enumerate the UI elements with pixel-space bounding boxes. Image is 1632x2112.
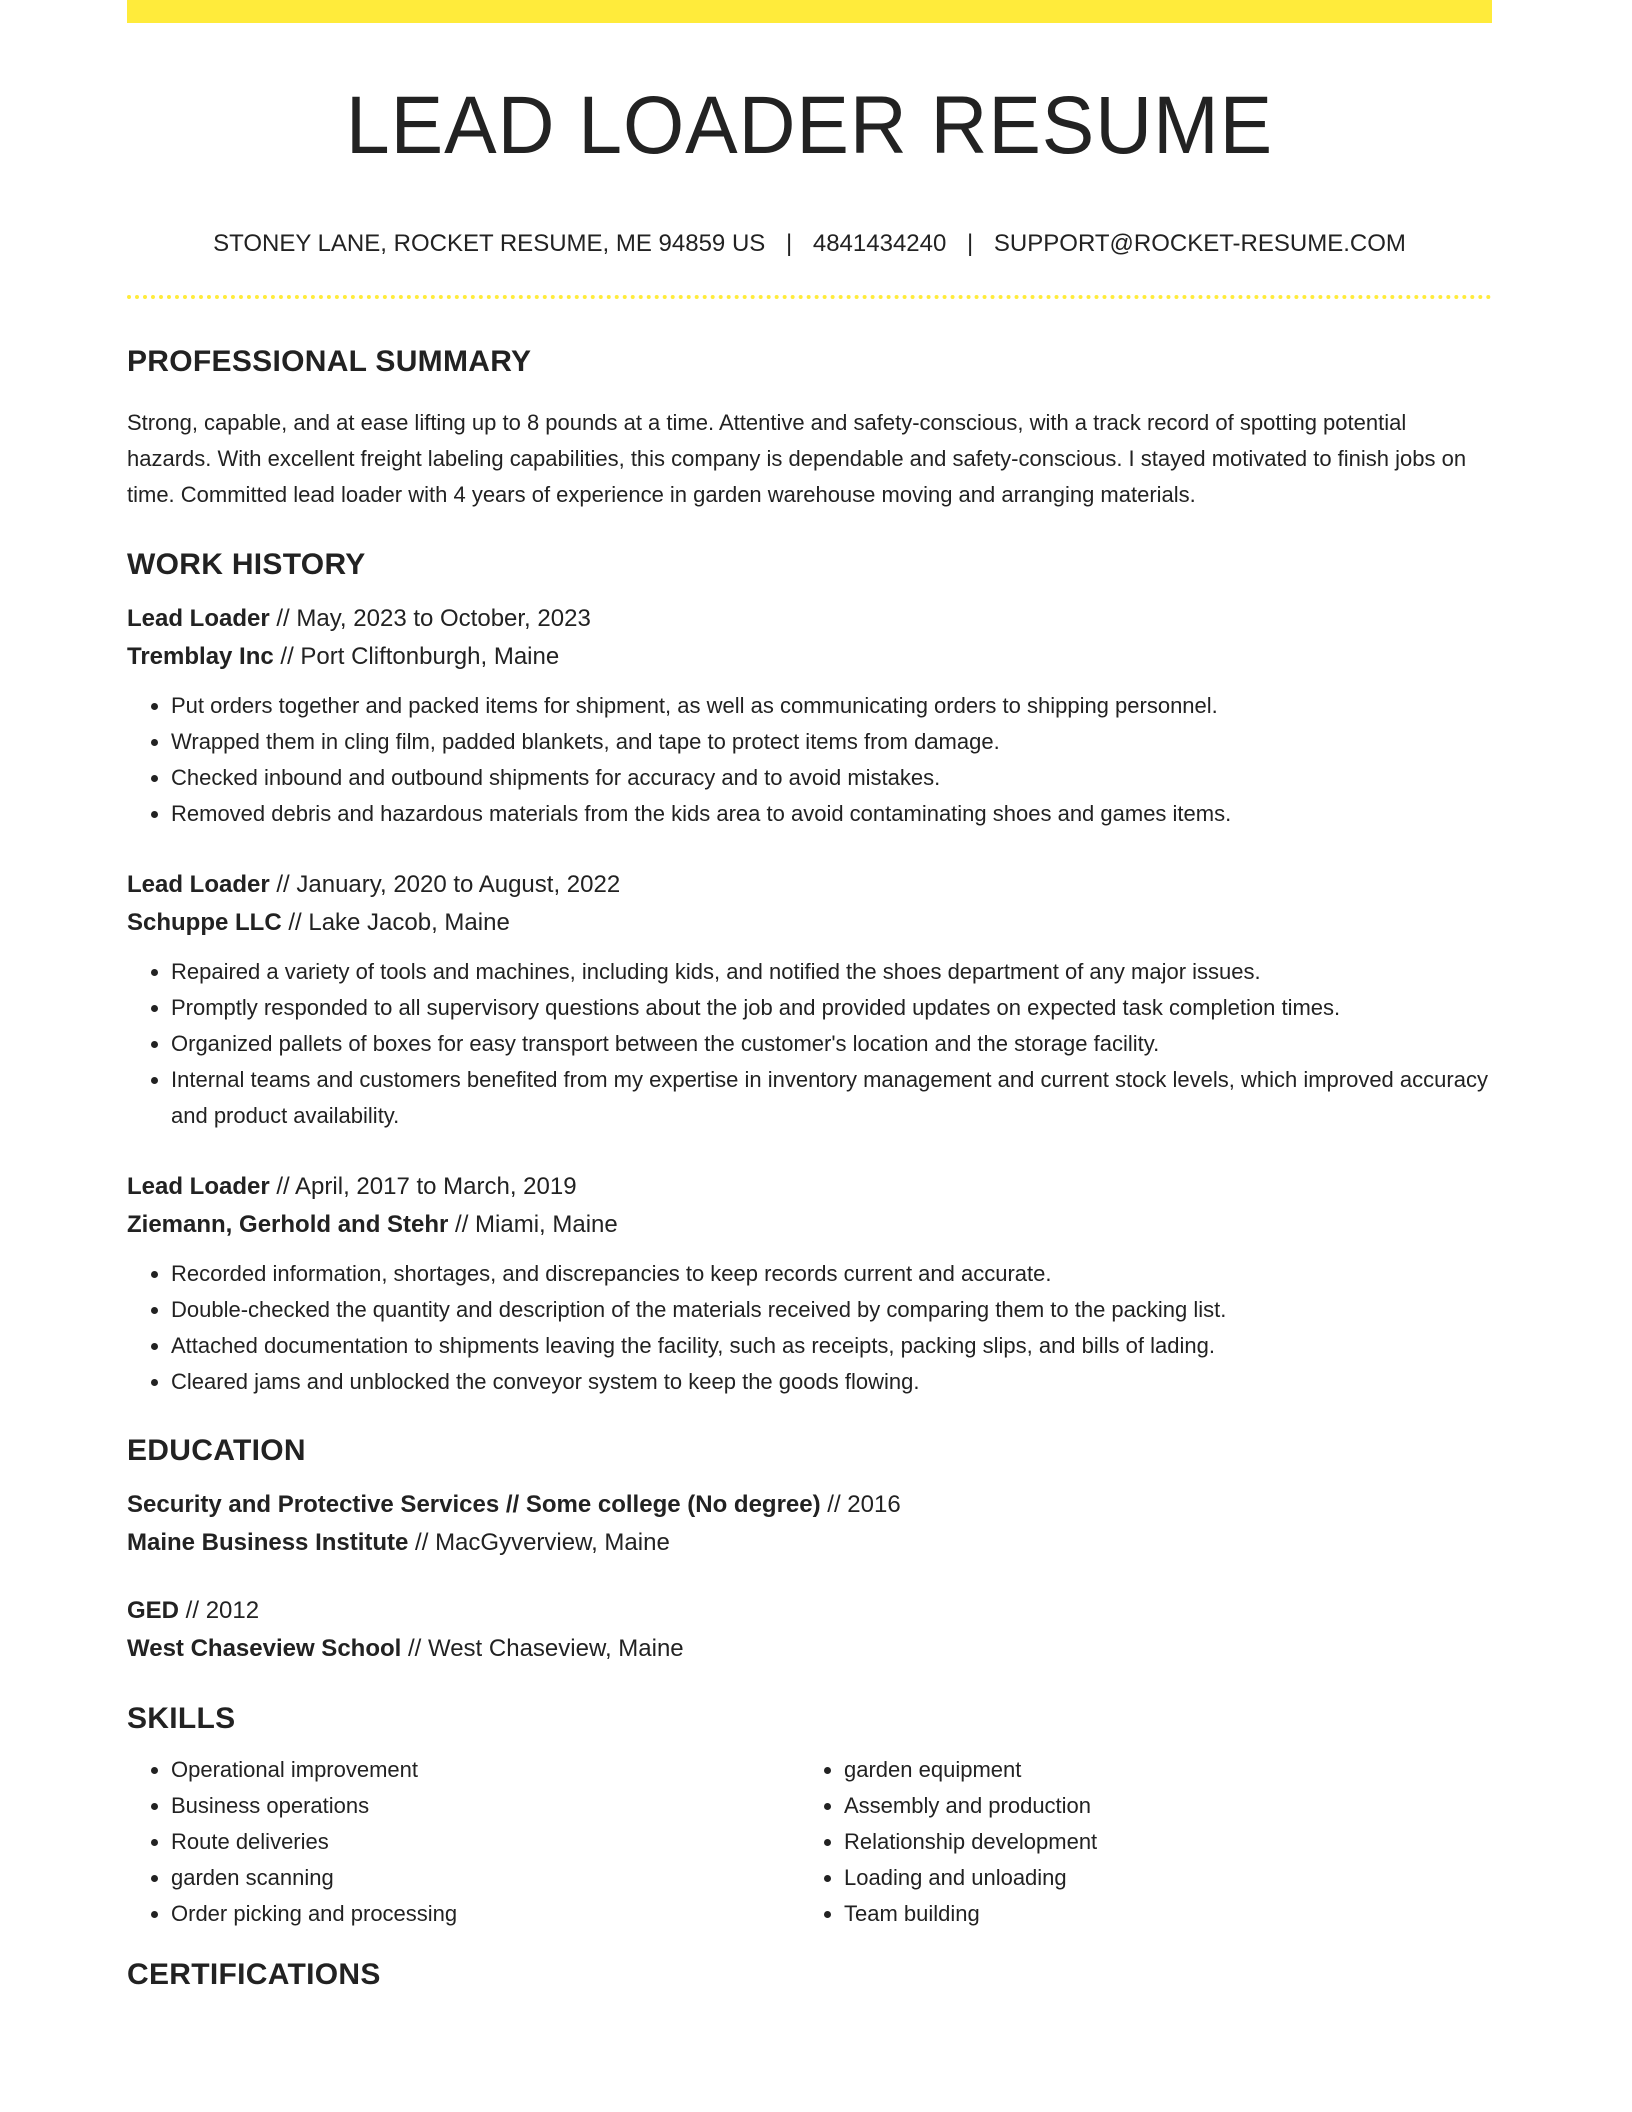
job-bullet: • Double-checked the quantity and description of the materials received by comparing them to the packing list. xyxy=(171,1292,1492,1328)
contact-separator: | xyxy=(785,230,793,257)
job-bullets xyxy=(127,688,1492,832)
job-bullet: • Promptly responded to all supervisory questions about the job and provided updates on expected task completion times. xyxy=(171,990,1492,1026)
dotted-divider xyxy=(127,295,1492,299)
job-role: Lead Loader xyxy=(127,605,270,632)
skill-item: • Relationship development xyxy=(844,1824,1473,1860)
job-entry xyxy=(127,600,1492,832)
job-bullets xyxy=(127,954,1492,1134)
education-entry xyxy=(127,1592,1492,1668)
job-location: // Miami, Maine xyxy=(448,1211,618,1238)
job-role-line xyxy=(127,1168,1492,1206)
education-location: // West Chaseview, Maine xyxy=(401,1635,684,1662)
skills-column-right xyxy=(800,1752,1473,1932)
job-bullet: • Internal teams and customers benefited from my expertise in inventory management and current stock levels, which improved accuracy and product availability. xyxy=(171,1062,1492,1134)
job-dates: // January, 2020 to August, 2022 xyxy=(269,871,621,898)
skill-item: • Operational improvement xyxy=(171,1752,800,1788)
job-company-line xyxy=(127,1206,1492,1244)
job-bullet: • Recorded information, shortages, and discrepancies to keep records current and accurate. xyxy=(171,1256,1492,1292)
job-role: Lead Loader xyxy=(127,871,270,898)
job-role-line xyxy=(127,866,1492,904)
job-bullet: • Cleared jams and unblocked the conveyor system to keep the goods flowing. xyxy=(171,1364,1492,1400)
section-title-education: EDUCATION xyxy=(127,1434,306,1467)
job-bullet: • Wrapped them in cling film, padded blankets, and tape to protect items from damage. xyxy=(171,724,1492,760)
skill-item: • Team building xyxy=(844,1896,1473,1932)
education-school-line xyxy=(127,1630,1492,1668)
job-company-line xyxy=(127,638,1492,676)
summary-text: Strong, capable, and at ease lifting up to 8 pounds at a time. Attentive and safety-conscious, with a track record of spotting potential hazards. With excellent freight labeling capabilities, this company is dependable and safety-conscious. I stayed motivated to finish jobs on time. Committed lead loader with 4 years of experience in garden warehouse moving and arranging materials. xyxy=(127,410,1467,507)
education-school-line xyxy=(127,1524,1492,1562)
skill-item: • garden scanning xyxy=(171,1860,800,1896)
skill-item: • garden equipment xyxy=(844,1752,1473,1788)
job-bullet: • Repaired a variety of tools and machines, including kids, and notified the shoes department of any major issues. xyxy=(171,954,1492,990)
education-location: // MacGyverview, Maine xyxy=(408,1529,670,1556)
job-company-line xyxy=(127,904,1492,942)
education-degree-line xyxy=(127,1592,1492,1630)
contact-separator: | xyxy=(967,230,974,257)
job-bullet: • Removed debris and hazardous materials from the kids area to avoid contaminating shoes and games items. xyxy=(171,796,1492,832)
education-year: // 2016 xyxy=(820,1491,901,1518)
job-company: Ziemann, Gerhold and Stehr xyxy=(127,1211,449,1238)
skills-grid xyxy=(127,1752,1492,1932)
job-role: Lead Loader xyxy=(127,1173,270,1200)
education-degree: Security and Protective Services // Some college (No degree) xyxy=(127,1491,821,1518)
job-role-line xyxy=(127,600,1492,638)
skill-item: • Route deliveries xyxy=(171,1824,800,1860)
job-bullet: • Attached documentation to shipments leaving the facility, such as receipts, packing slips, and bills of lading. xyxy=(171,1328,1492,1364)
education-school: Maine Business Institute xyxy=(127,1529,409,1556)
job-bullet: • Checked inbound and outbound shipments for accuracy and to avoid mistakes. xyxy=(171,760,1492,796)
job-bullet: • Put orders together and packed items for shipment, as well as communicating orders to shipping personnel. xyxy=(171,688,1492,724)
contact-email: SUPPORT@ROCKET-RESUME.COM xyxy=(993,230,1406,257)
job-company: Tremblay Inc xyxy=(127,643,274,670)
job-entry xyxy=(127,1168,1492,1400)
job-dates: // May, 2023 to October, 2023 xyxy=(269,605,591,632)
education-school: West Chaseview School xyxy=(127,1635,402,1662)
section-title-certifications: CERTIFICATIONS xyxy=(127,1958,381,1991)
skill-item: • Business operations xyxy=(171,1788,800,1824)
job-company: Schuppe LLC xyxy=(127,909,282,936)
job-bullets xyxy=(127,1256,1492,1400)
education-year: // 2012 xyxy=(179,1597,260,1624)
contact-line xyxy=(127,232,1492,256)
job-location: // Port Cliftonburgh, Maine xyxy=(273,643,560,670)
job-entry xyxy=(127,866,1492,1134)
skills-column-left xyxy=(127,1752,800,1932)
accent-bar xyxy=(127,0,1492,23)
education-degree: GED xyxy=(127,1597,180,1624)
section-title-skills: SKILLS xyxy=(127,1702,236,1735)
section-title-summary: PROFESSIONAL SUMMARY xyxy=(127,345,532,378)
job-dates: // April, 2017 to March, 2019 xyxy=(269,1173,577,1200)
skill-item: • Order picking and processing xyxy=(171,1896,800,1932)
skill-item: • Loading and unloading xyxy=(844,1860,1473,1896)
skill-item: • Assembly and production xyxy=(844,1788,1473,1824)
education-degree-line xyxy=(127,1486,1492,1524)
contact-phone: 4841434240 xyxy=(812,230,947,257)
job-bullet: • Organized pallets of boxes for easy transport between the customer's location and the storage facility. xyxy=(171,1026,1492,1062)
contact-address: STONEY LANE, ROCKET RESUME, ME 94859 US xyxy=(213,230,766,257)
job-location: // Lake Jacob, Maine xyxy=(281,909,510,936)
education-entry xyxy=(127,1486,1492,1562)
resume-page xyxy=(127,0,1492,1990)
section-title-work-history: WORK HISTORY xyxy=(127,548,366,581)
resume-title: LEAD LOADER RESUME xyxy=(345,80,1274,171)
